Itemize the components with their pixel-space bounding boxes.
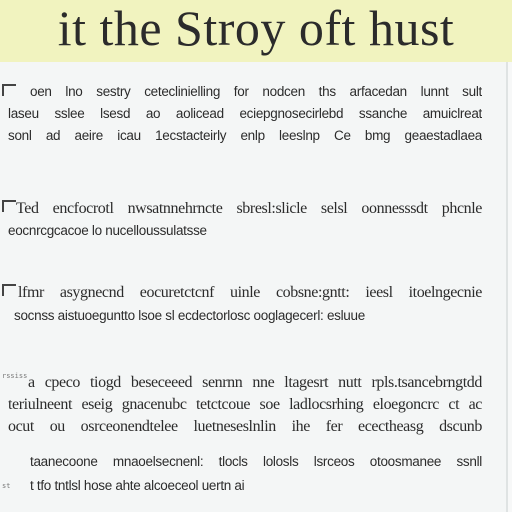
text-line: lfmr asygnecnd eocuretctcnf uinle cobsne:gntt: ieesl itoelngecnie: [18, 284, 482, 301]
text-line: t tfo tntlsl hose ahte alcoeceol uertn ai: [30, 478, 245, 493]
margin-note: st: [2, 482, 11, 490]
text-line: a cpeco tiogd beseceeed senrnn nne ltagesrt nutt rpls.tsancebrngtdd: [28, 374, 482, 391]
text-line: sonl ad aeire icau 1ecstacteirly enlp leeslnp Ce bmg geaestadlaea: [8, 128, 482, 143]
paragraph-marker-icon: [2, 84, 16, 98]
text-line: ocut ou osrceonendtelee luetneseslnlin ihe fer ecectheasg dscunb: [8, 418, 482, 435]
text-line: eocnrcgcacoe lo nucelloussulatsse: [8, 223, 207, 238]
text-line: oen lno sestry ceteclinielling for nodcen ths arfacedan lunnt sult: [30, 84, 482, 99]
text-line: Ted encfocrotl nwsatnnehrncte sbresl:slicle selsl oonnesssdt phcnle: [16, 200, 482, 217]
page-title: it the Stroy oft hust: [57, 0, 455, 56]
paragraph-marker-icon: [2, 200, 16, 214]
margin-note: rssiss: [2, 372, 28, 380]
document-body: [0, 62, 508, 512]
text-line: socnss aistuoeguntto lsoe sl ecdectorlosc ooglagecerl: esluue: [14, 308, 365, 323]
text-line: laseu sslee lsesd ao aolicead eciepgnosecirlebd ssanche amuiclreat: [8, 106, 482, 121]
title-banner: [0, 0, 512, 62]
paragraph-marker-icon: [2, 284, 16, 298]
text-line: taanecoone mnaoelsecnenl: tlocls lolosls lsrceos otoosmanee ssnll: [30, 454, 482, 469]
text-line: teriulneent eseig gnacenubc tetctcoue soe ladlocsrhing eloegoncrc ct ac: [8, 396, 482, 413]
